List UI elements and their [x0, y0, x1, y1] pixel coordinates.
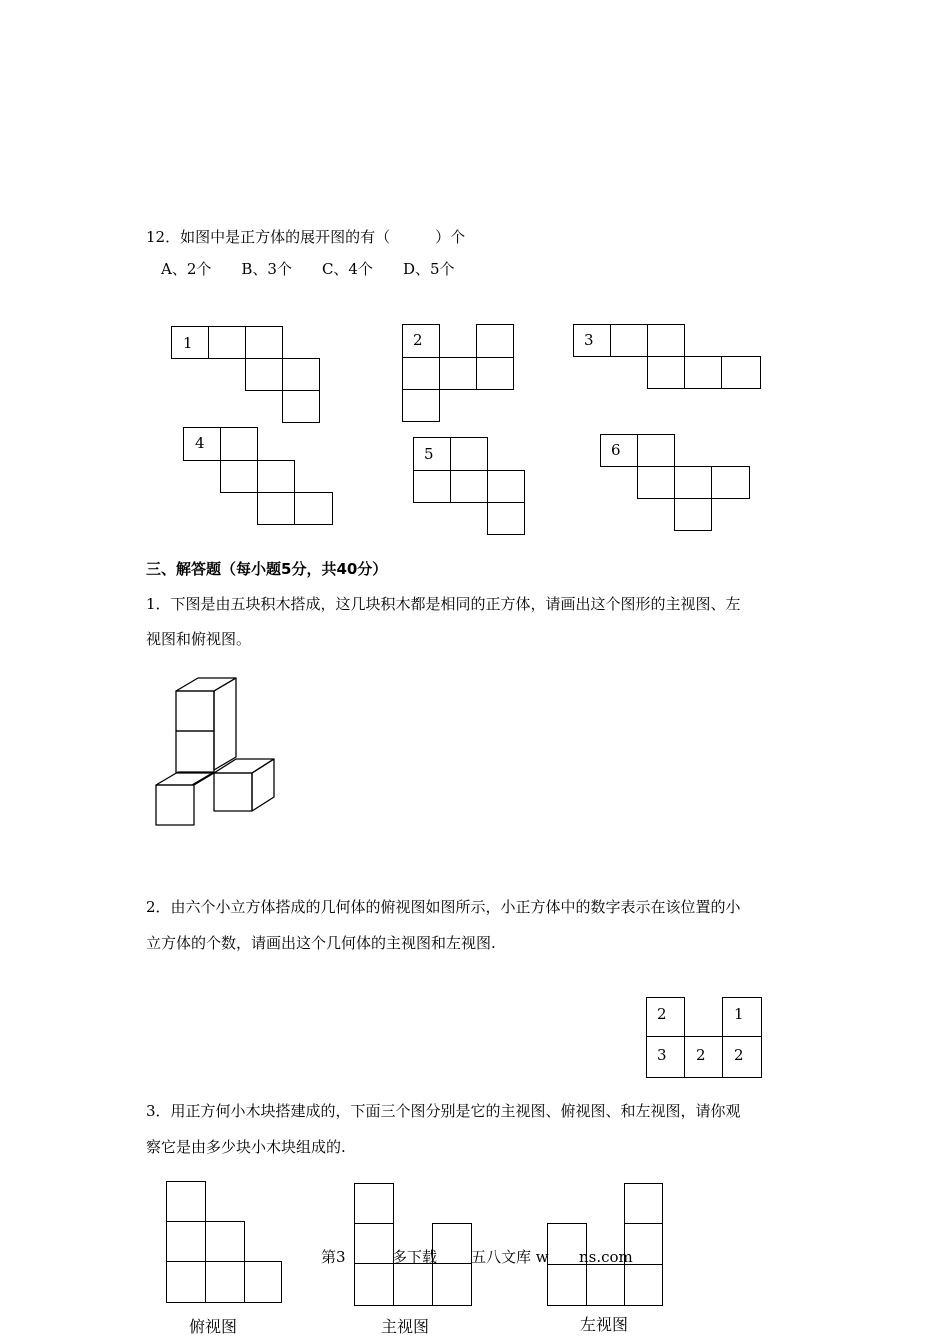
- net-square: [721, 356, 761, 389]
- net-square: [413, 470, 451, 503]
- view-square: [244, 1261, 282, 1303]
- footer-text-mid1: 多下载: [392, 1248, 438, 1266]
- net-square: [674, 498, 712, 531]
- view-square: [432, 1223, 472, 1264]
- net-square: [450, 470, 488, 503]
- net-square: [245, 358, 283, 391]
- grid-value: 2: [734, 1046, 744, 1064]
- net-label: 2: [413, 331, 423, 349]
- net-square: [257, 460, 295, 493]
- grid-value: 2: [657, 1005, 667, 1023]
- net-label: 5: [424, 445, 434, 463]
- net-square: [476, 357, 514, 390]
- view-square: [354, 1263, 394, 1306]
- view-square: [166, 1261, 206, 1303]
- q12-options: A、2个 B、3个 C、4个 D、5个: [161, 260, 455, 278]
- net-label: 6: [611, 441, 621, 459]
- grid-value: 2: [696, 1046, 706, 1064]
- problem-1-text-line1: 1．下图是由五块积木搭成，这几块积木都是相同的正方体，请画出这个图形的主视图、左: [146, 595, 741, 613]
- footer-text-right: ns.com: [579, 1248, 633, 1266]
- view-square: [624, 1183, 663, 1224]
- view-square: [393, 1263, 433, 1306]
- caption-front-view: 主视图: [381, 1317, 430, 1336]
- net-square: [450, 437, 488, 471]
- net-square: [610, 324, 648, 357]
- net-square: [220, 427, 258, 461]
- view-square: [432, 1263, 472, 1306]
- view-square: [166, 1181, 206, 1222]
- net-square: [257, 492, 295, 525]
- view-square: [547, 1264, 587, 1306]
- net-square: [487, 502, 525, 535]
- q12-stem: 12．如图中是正方体的展开图的有（ ）个: [146, 228, 466, 246]
- caption-left-view: 左视图: [580, 1315, 629, 1334]
- net-label: 1: [183, 334, 193, 352]
- net-label: 4: [195, 434, 205, 452]
- net-square: [282, 390, 320, 423]
- problem-2-text-line2: 立方体的个数，请画出这个几何体的主视图和左视图.: [146, 934, 496, 952]
- net-square: [647, 356, 685, 389]
- net-square: [637, 434, 675, 467]
- net-square: [402, 389, 440, 422]
- problem-3-text-line1: 3．用正方何小木块搭建成的，下面三个图分别是它的主视图、俯视图、和左视图，请你观: [146, 1102, 741, 1120]
- net-square: [245, 326, 283, 359]
- net-square: [282, 358, 320, 391]
- net-square: [294, 492, 333, 525]
- cube-stack-figure: [150, 672, 280, 832]
- footer-text-left: 第3: [321, 1248, 346, 1266]
- view-square: [205, 1261, 245, 1303]
- net-square: [684, 356, 722, 389]
- view-square: [354, 1223, 394, 1264]
- net-square: [711, 466, 750, 499]
- net-square: [487, 470, 525, 503]
- net-square: [220, 460, 258, 493]
- net-square: [647, 324, 685, 357]
- problem-3-text-line2: 察它是由多少块小木块组成的.: [146, 1138, 346, 1156]
- view-square: [586, 1264, 625, 1306]
- caption-top-view: 俯视图: [189, 1317, 238, 1336]
- net-label: 3: [584, 331, 594, 349]
- net-square: [439, 357, 477, 390]
- net-square: [402, 357, 440, 390]
- footer-text-mid2: 五八文库 w: [471, 1248, 549, 1266]
- view-square: [205, 1221, 245, 1262]
- problem-2-text-line1: 2．由六个小立方体搭成的几何体的俯视图如图所示，小正方体中的数字表示在该位置的小: [146, 898, 741, 916]
- net-square: [476, 324, 514, 358]
- net-square: [637, 466, 675, 499]
- section-heading: 三、解答题（每小题5分，共40分）: [146, 560, 388, 578]
- grid-value: 1: [734, 1005, 744, 1023]
- problem-1-text-line2: 视图和俯视图。: [146, 630, 252, 648]
- grid-value: 3: [657, 1046, 667, 1064]
- view-square: [624, 1264, 663, 1306]
- view-square: [166, 1221, 206, 1262]
- view-square: [354, 1183, 394, 1224]
- net-square: [208, 326, 246, 359]
- net-square: [674, 466, 712, 499]
